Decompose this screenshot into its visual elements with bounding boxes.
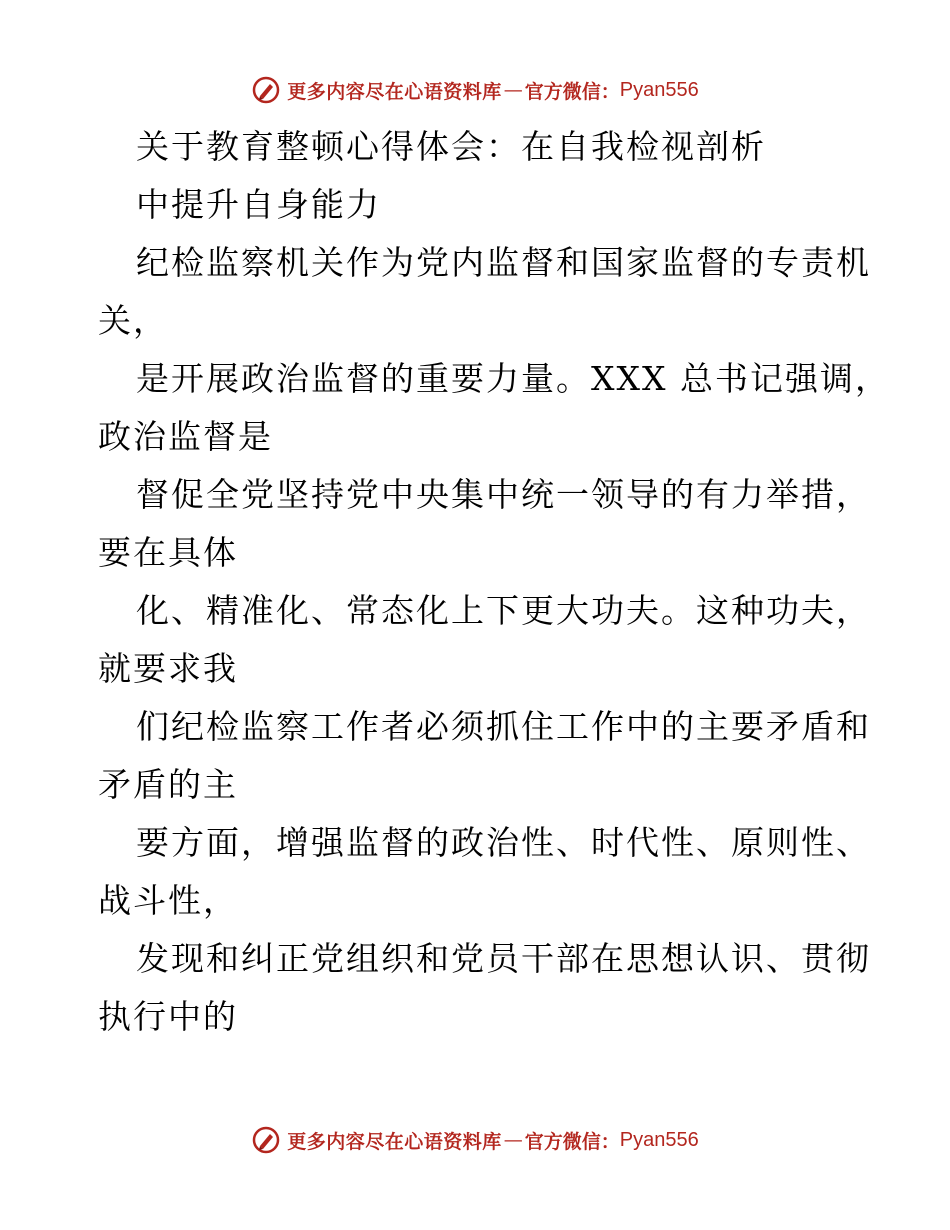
doc-line: 督促全党坚持党中央集中统一领导的有力举措， [136,475,871,514]
doc-line: 中提升自身能力 [136,185,381,224]
doc-line: 就要求我 [98,649,238,688]
doc-line: 矛盾的主 [98,765,238,804]
doc-line: 是开展政治监督的重要力量。XXX 总书记强调， [136,359,890,398]
doc-line: 关， [98,301,168,340]
doc-line: 政治监督是 [98,417,273,456]
watermark-wechat-id: Pyan556 [619,1128,699,1151]
header-watermark [0,70,950,110]
watermark-wechat-label: 官方微信： [524,80,620,103]
pen-logo-icon [251,1125,281,1155]
watermark-separator: — [503,79,523,101]
pen-logo-icon [251,75,281,105]
watermark-separator: — [503,1129,523,1151]
doc-line: 化、精准化、常态化上下更大功夫。这种功夫， [136,591,871,630]
footer-watermark [0,1120,950,1160]
doc-line: 纪检监察机关作为党内监督和国家监督的专责机 [136,243,871,282]
doc-line: 执行中的 [98,997,238,1036]
document-body [98,118,890,1046]
doc-line: 关于教育整顿心得体会：在自我检视剖析 [136,127,766,166]
watermark-wechat-id: Pyan556 [619,78,699,101]
doc-line: 要方面，增强监督的政治性、时代性、原则性、 [136,823,871,862]
watermark-wechat-label: 官方微信： [524,1130,620,1153]
watermark-site-text: 更多内容尽在心语资料库 [287,80,502,103]
doc-line: 们纪检监察工作者必须抓住工作中的主要矛盾和 [136,707,871,746]
doc-line: 发现和纠正党组织和党员干部在思想认识、贯彻 [136,939,871,978]
doc-line: 要在具体 [98,533,238,572]
doc-line: 战斗性， [98,881,238,920]
watermark-site-text: 更多内容尽在心语资料库 [287,1130,502,1153]
